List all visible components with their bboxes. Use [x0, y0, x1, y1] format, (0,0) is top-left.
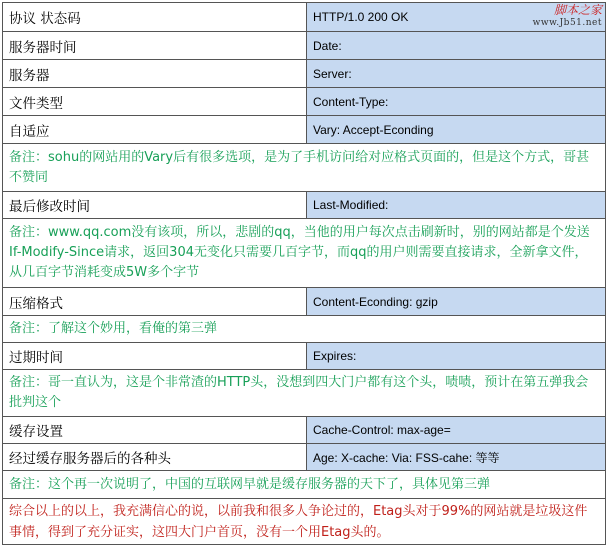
row-value: Date:	[307, 32, 606, 60]
row-label: 最后修改时间	[3, 192, 307, 219]
row-label: 文件类型	[3, 88, 307, 116]
table-row	[3, 444, 606, 471]
row-value: Last-Modified:	[307, 192, 606, 219]
site-watermark	[533, 4, 602, 28]
row-label: 经过缓存服务器后的各种头	[3, 444, 307, 471]
row-value: Server:	[307, 60, 606, 88]
note-text: 备注：sohu的网站用的Vary后有很多选项，是为了手机访问给对应格式页面的，但是这个方式，哥甚不赞同	[3, 144, 606, 192]
note-row	[3, 316, 606, 343]
row-label: 服务器	[3, 60, 307, 88]
table-row	[3, 116, 606, 144]
note-text: 备注：www.qq.com没有该项，所以，悲剧的qq，当他的用户每次点击刷新时，别的网站都是个发送If-Modify-Since请求，返回304无变化只需要几百字节，而qq的用户则需要直接请求，全新拿文件，从几百字节消耗变成5W多个字节	[3, 219, 606, 288]
row-label: 压缩格式	[3, 288, 307, 316]
note-row	[3, 219, 606, 288]
note-text: 备注：这个再一次说明了，中国的互联网早就是缓存服务器的天下了，具体见第三弹	[3, 471, 606, 499]
table-row	[3, 3, 606, 32]
row-label: 协议 状态码	[3, 3, 307, 32]
note-row	[3, 471, 606, 499]
watermark-title: 脚本之家	[553, 3, 602, 17]
note-row	[3, 370, 606, 417]
summary-row	[3, 499, 606, 545]
row-value: HTTP/1.0 200 OK	[307, 3, 606, 32]
table-row	[3, 88, 606, 116]
note-text: 备注：哥一直认为，这是个非常渣的HTTP头，没想到四大门户都有这个头，啧啧，预计在第五弹我会批判这个	[3, 370, 606, 417]
row-value: Content-Econding: gzip	[307, 288, 606, 316]
table-row	[3, 60, 606, 88]
row-value: Age: X-cache: Via: FSS-cahe: 等等	[307, 444, 606, 471]
row-label: 缓存设置	[3, 417, 307, 444]
row-value: Content-Type:	[307, 88, 606, 116]
table-row	[3, 343, 606, 370]
note-text: 备注：了解这个妙用，看俺的第三弹	[3, 316, 606, 343]
row-value: Expires:	[307, 343, 606, 370]
table-row	[3, 32, 606, 60]
table-row	[3, 192, 606, 219]
summary-text: 综合以上的以上，我充满信心的说，以前我和很多人争论过的，Etag头对于99%的网站就是垃圾这件事情，得到了充分证实，这四大门户首页，没有一个用Etag头的。	[3, 499, 606, 545]
row-value: Cache-Control: max-age=	[307, 417, 606, 444]
table-row	[3, 417, 606, 444]
row-label: 服务器时间	[3, 32, 307, 60]
row-label: 过期时间	[3, 343, 307, 370]
note-row	[3, 144, 606, 192]
watermark-url: www.Jb51.net	[532, 17, 602, 28]
row-value: Vary: Accept-Econding	[307, 116, 606, 144]
row-label: 自适应	[3, 116, 307, 144]
table-row	[3, 288, 606, 316]
http-headers-table	[2, 2, 606, 545]
